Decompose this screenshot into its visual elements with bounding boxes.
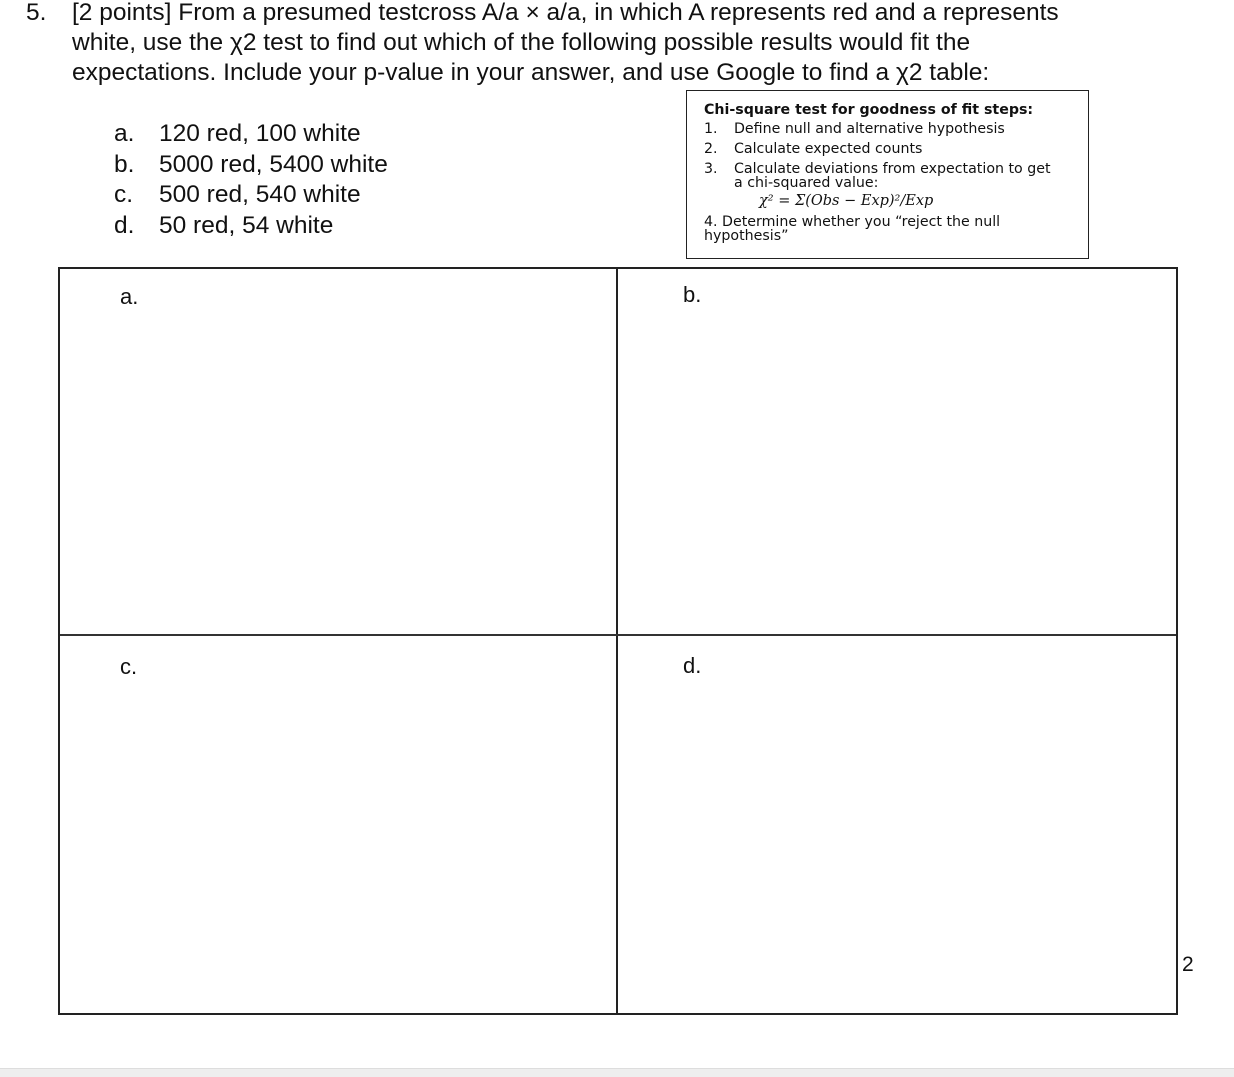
page-number: 2: [1182, 953, 1194, 976]
step-number: 1.: [704, 121, 718, 137]
step-3-continued: a chi-squared value:: [734, 175, 879, 191]
answer-cell-a-label: a.: [120, 284, 139, 309]
option-d: [114, 211, 388, 242]
option-letter: c.: [114, 181, 134, 208]
option-letter: b.: [114, 150, 135, 178]
option-a: [114, 119, 388, 150]
question-line-1: [26, 0, 1216, 28]
answer-grid: [58, 267, 1178, 1015]
grid-horizontal-divider: [60, 634, 1176, 636]
step-text: Calculate deviations from expectation to get: [734, 161, 1051, 177]
grid-vertical-divider: [616, 269, 618, 1013]
steps-title: Chi-square test for goodness of fit steps:: [704, 102, 1034, 118]
step-4-line-1: 4. Determine whether you “reject the null: [704, 214, 1001, 230]
answer-cell-d-label: d.: [683, 653, 702, 678]
step-text: Define null and alternative hypothesis: [734, 121, 1005, 137]
option-text: 120 red, 100 white: [159, 120, 361, 147]
option-b: [114, 150, 388, 181]
question-text-line-2: white, use the χ2 test to find out which of the following possible results would fit the: [72, 29, 971, 56]
step-text: Calculate expected counts: [734, 141, 923, 157]
question-prompt: [26, 0, 1216, 88]
step-2: [704, 142, 922, 157]
question-number: 5.: [26, 0, 47, 26]
option-letter: a.: [114, 120, 135, 147]
question-text-line-1: [2 points] From a presumed testcross A/a × a/a, in which A represents red and a represents: [72, 0, 1059, 26]
answer-cell-c-label: c.: [120, 654, 138, 679]
option-letter: d.: [114, 211, 135, 239]
option-text: 50 red, 54 white: [159, 211, 334, 239]
question-text-line-3: expectations. Include your p-value in your answer, and use Google to find a χ2 table:: [72, 59, 990, 86]
step-number: 3.: [704, 161, 718, 177]
chi-square-formula: χ² = Σ(Obs − Exp)²/Exp: [759, 193, 934, 209]
answer-options-list: [114, 119, 388, 241]
option-c: [114, 180, 388, 211]
step-4-line-2: hypothesis”: [704, 228, 789, 244]
answer-cell-b-label: b.: [683, 282, 702, 307]
step-1: [704, 122, 1005, 137]
step-number: 2.: [704, 141, 718, 157]
option-text: 500 red, 540 white: [159, 181, 361, 208]
chi-square-steps-box: [686, 90, 1089, 259]
option-text: 5000 red, 5400 white: [159, 150, 388, 178]
